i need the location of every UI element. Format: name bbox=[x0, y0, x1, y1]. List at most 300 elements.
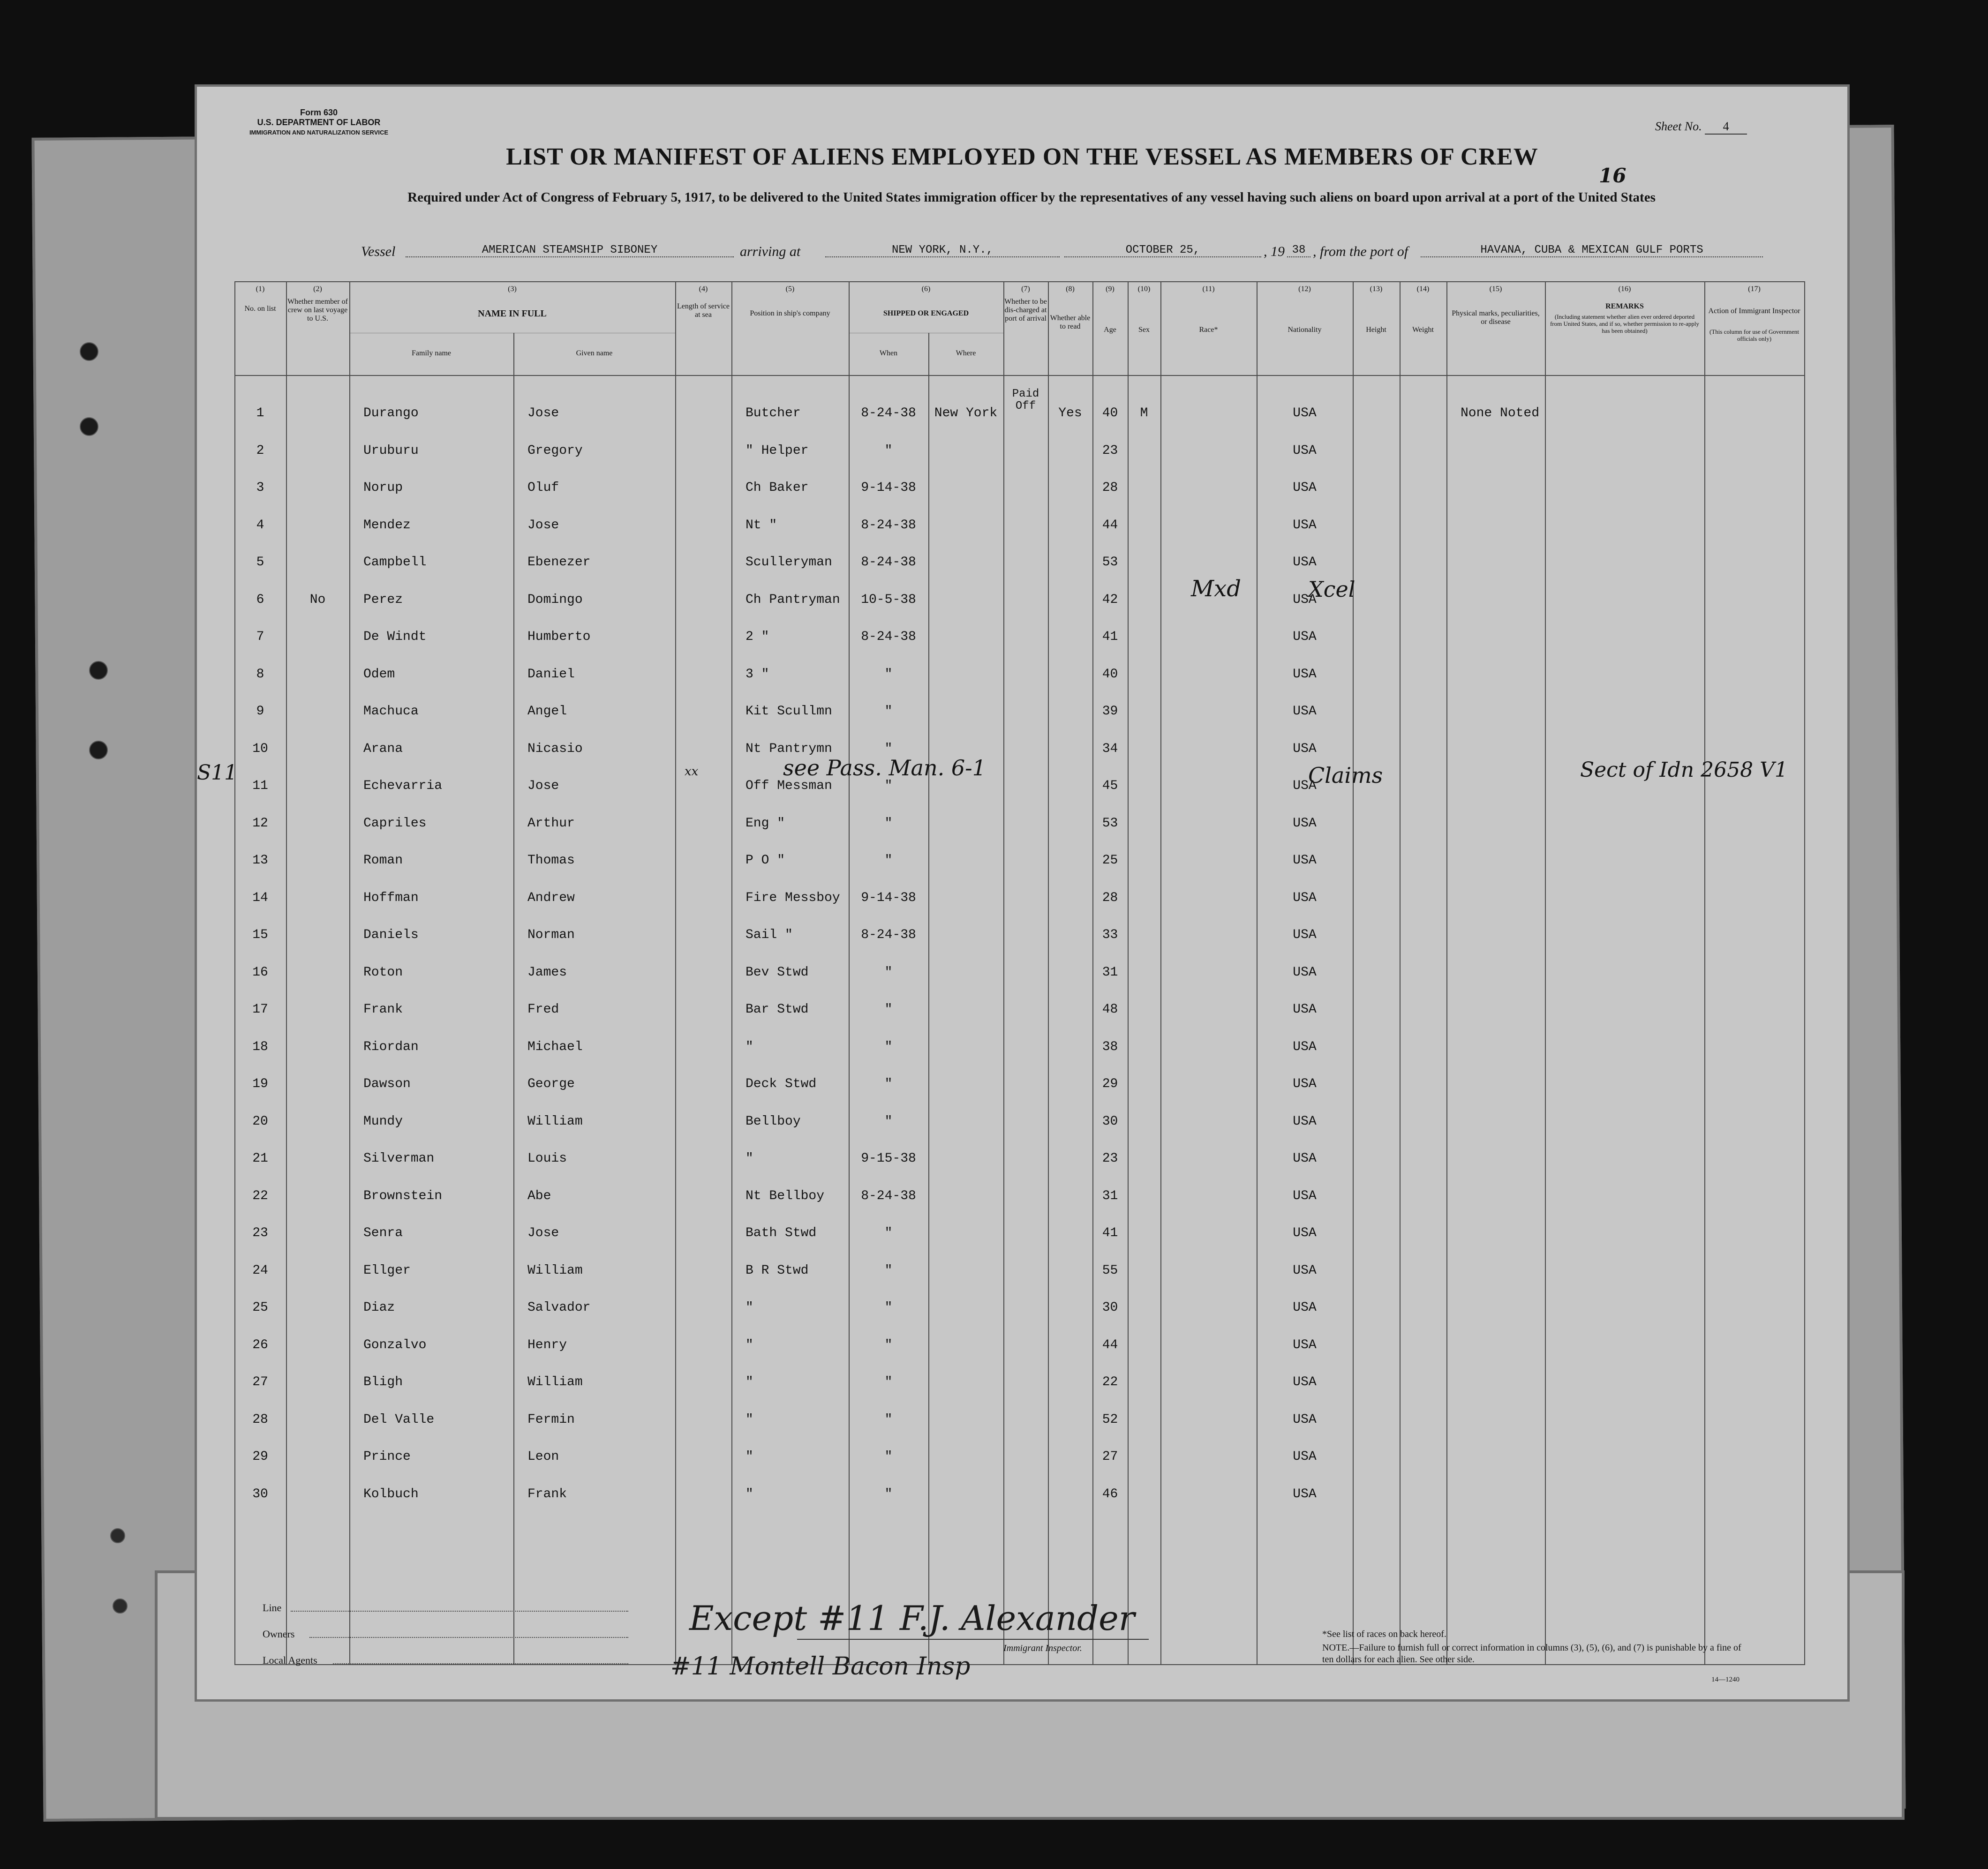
cell-given: Norman bbox=[527, 928, 575, 942]
cell-nationality: USA bbox=[1293, 592, 1317, 607]
cell-nationality: USA bbox=[1293, 1039, 1317, 1054]
cell-position: " bbox=[746, 1449, 753, 1464]
cell-no: 29 bbox=[252, 1449, 268, 1464]
cell-age: 31 bbox=[1102, 1188, 1118, 1203]
handwritten-position-note: see Pass. Man. 6-1 bbox=[783, 755, 986, 781]
cell-where: New York bbox=[934, 406, 998, 420]
cell-family: Mundy bbox=[363, 1114, 403, 1129]
cell-family: Norup bbox=[363, 480, 403, 495]
vessel-label: Vessel bbox=[361, 244, 396, 259]
cell-position: B R Stwd bbox=[746, 1263, 809, 1278]
col-num: (12) bbox=[1298, 285, 1311, 293]
cell-when: " bbox=[884, 1002, 893, 1017]
vessel-name: AMERICAN STEAMSHIP SIBONEY bbox=[406, 244, 734, 257]
cell-position: Ch Baker bbox=[746, 480, 809, 495]
line-field bbox=[291, 1610, 628, 1612]
penalty-note: NOTE.—Failure to furnish full or correct information in columns (3), (5), (6), and (7) is punishable by a fine of ten dollars for each alien. See other side. bbox=[1322, 1643, 1741, 1665]
cell-when: " bbox=[884, 779, 893, 793]
inspector-signature: Except #11 F.J. Alexander bbox=[689, 1599, 1135, 1638]
header-shipped: SHIPPED OR ENGAGED bbox=[883, 309, 969, 317]
cell-nationality: USA bbox=[1293, 1337, 1317, 1352]
cell-when: " bbox=[884, 1412, 893, 1427]
cell-family: Uruburu bbox=[363, 443, 419, 458]
page-title: LIST OR MANIFEST OF ALIENS EMPLOYED ON THE VESSEL AS MEMBERS OF CREW bbox=[506, 143, 1538, 170]
cell-position: Nt Pantrymn bbox=[746, 741, 832, 756]
col-num: (1) bbox=[256, 285, 265, 293]
cell-age: 53 bbox=[1102, 816, 1118, 831]
cell-when: " bbox=[884, 704, 893, 719]
table-row bbox=[234, 1363, 1805, 1400]
table-row bbox=[234, 617, 1805, 654]
cell-age: 23 bbox=[1102, 1151, 1118, 1166]
cell-given: Oluf bbox=[527, 480, 559, 495]
binder-hole bbox=[110, 1528, 125, 1543]
cell-nationality: USA bbox=[1293, 630, 1317, 644]
cell-when: " bbox=[884, 443, 893, 458]
cell-age: 53 bbox=[1102, 555, 1118, 570]
cell-no: 3 bbox=[256, 480, 264, 495]
cell-no: 2 bbox=[256, 443, 264, 458]
handwritten-nat-note: Xcel bbox=[1308, 576, 1355, 602]
cell-no: 5 bbox=[256, 555, 264, 570]
cell-age: 40 bbox=[1102, 406, 1118, 420]
cell-family: Del Valle bbox=[363, 1412, 435, 1427]
col-num: (5) bbox=[785, 285, 795, 293]
cell-read: Yes bbox=[1058, 406, 1082, 420]
arrival-port: NEW YORK, N.Y., bbox=[825, 244, 1060, 257]
cell-when: 9-14-38 bbox=[861, 480, 916, 495]
cell-family: Roton bbox=[363, 965, 403, 980]
cell-family: De Windt bbox=[363, 630, 427, 644]
cell-when: 8-24-38 bbox=[861, 406, 916, 420]
cell-family: Mendez bbox=[363, 518, 411, 533]
cell-family: Diaz bbox=[363, 1300, 395, 1315]
cell-given: Henry bbox=[527, 1337, 567, 1352]
header-bottom-rule bbox=[234, 375, 1805, 376]
races-note: *See list of races on back hereof. bbox=[1322, 1629, 1446, 1639]
cell-age: 27 bbox=[1102, 1449, 1118, 1464]
year-prefix: , 19 bbox=[1264, 244, 1285, 259]
crew-table bbox=[197, 281, 1805, 1664]
cell-position: Fire Messboy bbox=[746, 890, 840, 905]
header-nationality: Nationality bbox=[1288, 326, 1322, 334]
cell-given: James bbox=[527, 965, 567, 980]
cell-no: 8 bbox=[256, 667, 264, 682]
subtitle: Required under Act of Congress of February 5, 1917, to be delivered to the United States immigration officer by the representatives of any vessel having such aliens on board upon arrival at a port of the United States bbox=[407, 190, 1656, 205]
cell-when: " bbox=[884, 1337, 893, 1352]
cell-when: " bbox=[884, 667, 893, 682]
cell-family: Riordan bbox=[363, 1039, 419, 1054]
header-position: Position in ship's company bbox=[750, 309, 830, 317]
cell-no: 1 bbox=[256, 406, 264, 420]
second-signature: #11 Montell Bacon Insp bbox=[670, 1652, 971, 1681]
form-number: Form 630 bbox=[300, 108, 338, 117]
cell-nationality: USA bbox=[1293, 1449, 1317, 1464]
cell-given: Frank bbox=[527, 1486, 567, 1501]
cell-position: " bbox=[746, 1486, 753, 1501]
cell-family: Dawson bbox=[363, 1077, 411, 1091]
cell-nationality: USA bbox=[1293, 928, 1317, 942]
table-row bbox=[234, 1288, 1805, 1325]
header-remarks: REMARKS bbox=[1605, 302, 1644, 310]
cell-family: Durango bbox=[363, 406, 419, 420]
table-row bbox=[234, 543, 1805, 580]
cell-given: Daniel bbox=[527, 667, 575, 682]
manifest-sheet bbox=[197, 87, 1847, 1699]
cell-member: No bbox=[309, 592, 326, 607]
cell-discharged: Paid Off bbox=[1012, 388, 1039, 413]
cell-age: 44 bbox=[1102, 518, 1118, 533]
handwritten-race-note: Mxd bbox=[1191, 575, 1241, 602]
cell-when: 8-24-38 bbox=[861, 555, 916, 570]
cell-nationality: USA bbox=[1293, 1226, 1317, 1240]
cell-no: 20 bbox=[252, 1114, 268, 1129]
handwritten-page-number: 16 bbox=[1599, 164, 1627, 187]
sheet-label: Sheet No. bbox=[1655, 120, 1702, 133]
arrival-year: 38 bbox=[1287, 244, 1310, 257]
cell-family: Bligh bbox=[363, 1375, 403, 1389]
cell-no: 30 bbox=[252, 1486, 268, 1501]
cell-nationality: USA bbox=[1293, 965, 1317, 980]
col-num: (9) bbox=[1106, 285, 1114, 293]
cell-age: 44 bbox=[1102, 1337, 1118, 1352]
cell-given: George bbox=[527, 1077, 575, 1091]
table-top-rule bbox=[234, 281, 1805, 282]
cell-position: " bbox=[746, 1039, 753, 1054]
table-row bbox=[234, 1028, 1805, 1065]
cell-position: Eng " bbox=[746, 816, 785, 831]
col-num: (16) bbox=[1618, 285, 1631, 293]
col-num: (13) bbox=[1370, 285, 1383, 293]
cell-age: 40 bbox=[1102, 667, 1118, 682]
cell-position: " bbox=[746, 1375, 753, 1389]
cell-age: 22 bbox=[1102, 1375, 1118, 1389]
cell-position: Kit Scullmn bbox=[746, 704, 832, 719]
cell-when: 9-15-38 bbox=[861, 1151, 916, 1166]
cell-when: " bbox=[884, 1263, 893, 1278]
cell-family: Capriles bbox=[363, 816, 427, 831]
cell-given: Domingo bbox=[527, 592, 583, 607]
cell-nationality: USA bbox=[1293, 1114, 1317, 1129]
table-row bbox=[234, 841, 1805, 878]
cell-no: 27 bbox=[252, 1375, 268, 1389]
table-row bbox=[234, 1065, 1805, 1102]
department: U.S. DEPARTMENT OF LABOR bbox=[257, 118, 381, 127]
col-num: (17) bbox=[1748, 285, 1761, 293]
cell-nationality: USA bbox=[1293, 779, 1317, 793]
cell-given: Ebenezer bbox=[527, 555, 591, 570]
inspector-label: Immigrant Inspector. bbox=[1003, 1643, 1082, 1653]
cell-no: 26 bbox=[252, 1337, 268, 1352]
cell-given: Fermin bbox=[527, 1412, 575, 1427]
header-action-sub: (This column for use of Government officials only) bbox=[1709, 328, 1799, 342]
table-row bbox=[234, 1475, 1805, 1512]
col-num: (4) bbox=[699, 285, 708, 293]
cell-position: 3 " bbox=[746, 667, 769, 682]
cell-no: 17 bbox=[252, 1002, 268, 1017]
agents-field bbox=[333, 1663, 628, 1664]
cell-given: Gregory bbox=[527, 443, 583, 458]
cell-no: 16 bbox=[252, 965, 268, 980]
cell-position: Nt Bellboy bbox=[746, 1188, 825, 1203]
table-row bbox=[234, 1400, 1805, 1437]
cell-age: 46 bbox=[1102, 1486, 1118, 1501]
table-row bbox=[234, 990, 1805, 1027]
table-row bbox=[234, 655, 1805, 692]
table-row bbox=[234, 431, 1805, 468]
table-row bbox=[234, 1326, 1805, 1363]
cell-no: 24 bbox=[252, 1263, 268, 1278]
cell-no: 10 bbox=[252, 741, 268, 756]
cell-when: " bbox=[884, 1300, 893, 1315]
cell-given: Arthur bbox=[527, 816, 575, 831]
cell-given: Fred bbox=[527, 1002, 559, 1017]
table-row bbox=[234, 878, 1805, 916]
cell-age: 39 bbox=[1102, 704, 1118, 719]
cell-given: Jose bbox=[527, 406, 559, 420]
handwritten-nat-note: Claims bbox=[1308, 763, 1383, 788]
cell-nationality: USA bbox=[1293, 704, 1317, 719]
header-length-service: Length of service at sea bbox=[677, 302, 730, 319]
cell-position: " Helper bbox=[746, 443, 809, 458]
cell-given: Abe bbox=[527, 1188, 551, 1203]
cell-family: Hoffman bbox=[363, 890, 419, 905]
cell-family: Frank bbox=[363, 1002, 403, 1017]
cell-age: 28 bbox=[1102, 890, 1118, 905]
cell-when: " bbox=[884, 1114, 893, 1129]
cell-given: Louis bbox=[527, 1151, 567, 1166]
cell-age: 30 bbox=[1102, 1300, 1118, 1315]
header-physical: Physical marks, peculiarities, or disease bbox=[1452, 309, 1540, 326]
binder-hole bbox=[80, 342, 98, 361]
cell-nationality: USA bbox=[1293, 741, 1317, 756]
table-row bbox=[234, 506, 1805, 543]
header-sex: Sex bbox=[1138, 326, 1150, 334]
cell-family: Kolbuch bbox=[363, 1486, 419, 1501]
from-port: HAVANA, CUBA & MEXICAN GULF PORTS bbox=[1421, 244, 1763, 257]
cell-when: 8-24-38 bbox=[861, 928, 916, 942]
cell-given: Thomas bbox=[527, 853, 575, 868]
cell-nationality: USA bbox=[1293, 853, 1317, 868]
cell-family: Odem bbox=[363, 667, 395, 682]
cell-nationality: USA bbox=[1293, 1077, 1317, 1091]
table-row bbox=[234, 729, 1805, 766]
cell-no: 13 bbox=[252, 853, 268, 868]
header-given-name: Given name bbox=[576, 349, 613, 357]
col-num: (10) bbox=[1137, 285, 1151, 293]
cell-given: Jose bbox=[527, 1226, 559, 1240]
cell-age: 42 bbox=[1102, 592, 1118, 607]
cell-age: 55 bbox=[1102, 1263, 1118, 1278]
cell-position: Bellboy bbox=[746, 1114, 801, 1129]
cell-no: 9 bbox=[256, 704, 264, 719]
cell-age: 33 bbox=[1102, 928, 1118, 942]
cell-age: 41 bbox=[1102, 1226, 1118, 1240]
cell-when: " bbox=[884, 1375, 893, 1389]
cell-position: " bbox=[746, 1300, 753, 1315]
cell-position: P O " bbox=[746, 853, 785, 868]
header-whether-member: Whether member of crew on last voyage to U.S. bbox=[287, 298, 348, 323]
cell-nationality: USA bbox=[1293, 890, 1317, 905]
table-row bbox=[234, 804, 1805, 841]
table-row bbox=[234, 1251, 1805, 1288]
table-row bbox=[234, 916, 1805, 953]
binder-hole bbox=[113, 1599, 128, 1614]
cell-nationality: USA bbox=[1293, 1375, 1317, 1389]
cell-position: Bev Stwd bbox=[746, 965, 809, 980]
cell-when: 8-24-38 bbox=[861, 518, 916, 533]
cell-family: Roman bbox=[363, 853, 403, 868]
cell-position: Bar Stwd bbox=[746, 1002, 809, 1017]
header-weight: Weight bbox=[1412, 326, 1434, 334]
header-able-read: Whether able to read bbox=[1050, 314, 1091, 330]
cell-family: Perez bbox=[363, 592, 403, 607]
col-num: (7) bbox=[1021, 285, 1030, 293]
header-race: Race* bbox=[1199, 326, 1218, 334]
cell-age: 48 bbox=[1102, 1002, 1118, 1017]
binder-hole bbox=[89, 741, 108, 759]
arriving-label: arriving at bbox=[740, 244, 801, 259]
cell-no: 7 bbox=[256, 630, 264, 644]
cell-no: 11 bbox=[252, 779, 268, 793]
table-row bbox=[234, 692, 1805, 729]
cell-family: Gonzalvo bbox=[363, 1337, 427, 1352]
cell-when: " bbox=[884, 1077, 893, 1091]
cell-position: Off Messman bbox=[746, 779, 832, 793]
form-header bbox=[241, 108, 396, 137]
col-num: (14) bbox=[1416, 285, 1430, 293]
cell-position: Deck Stwd bbox=[746, 1077, 817, 1091]
cell-no: 6 bbox=[256, 592, 264, 607]
cell-no: 14 bbox=[252, 890, 268, 905]
cell-when: 8-24-38 bbox=[861, 1188, 916, 1203]
cell-when: " bbox=[884, 853, 893, 868]
header-name-in-full: NAME IN FULL bbox=[478, 308, 547, 319]
header-no-on-list: No. on list bbox=[244, 305, 276, 313]
cell-no: 23 bbox=[252, 1226, 268, 1240]
table-row bbox=[234, 575, 1805, 617]
cell-when: " bbox=[884, 965, 893, 980]
cell-age: 29 bbox=[1102, 1077, 1118, 1091]
handwritten-remarks-note: Sect of Idn 2658 V1 bbox=[1580, 758, 1788, 782]
header-remarks-sub: (Including statement whether alien ever ordered deported from United States, and if so, whether permission to re-apply has been obtained) bbox=[1550, 313, 1700, 334]
cell-nationality: USA bbox=[1293, 1412, 1317, 1427]
cell-given: Leon bbox=[527, 1449, 559, 1464]
col-num: (3) bbox=[508, 285, 517, 293]
cell-nationality: USA bbox=[1293, 1263, 1317, 1278]
cell-given: Jose bbox=[527, 779, 559, 793]
header-family-name: Family name bbox=[412, 349, 451, 357]
cell-position: Butcher bbox=[746, 406, 801, 420]
cell-nationality: USA bbox=[1293, 480, 1317, 495]
cell-age: 28 bbox=[1102, 480, 1118, 495]
cell-position: " bbox=[746, 1337, 753, 1352]
agents-label: Local Agents bbox=[263, 1654, 317, 1666]
cell-no: 12 bbox=[252, 816, 268, 831]
cell-given: Humberto bbox=[527, 630, 591, 644]
cell-family: Daniels bbox=[363, 928, 419, 942]
cell-given: William bbox=[527, 1114, 583, 1129]
cell-no: 18 bbox=[252, 1039, 268, 1054]
cell-family: Senra bbox=[363, 1226, 403, 1240]
table-row bbox=[197, 755, 1805, 803]
cell-age: 31 bbox=[1102, 965, 1118, 980]
vessel-line bbox=[361, 244, 1861, 267]
cell-nationality: USA bbox=[1293, 518, 1317, 533]
cell-no: 22 bbox=[252, 1188, 268, 1203]
signature-line bbox=[797, 1638, 1149, 1640]
cell-nationality: USA bbox=[1293, 1300, 1317, 1315]
cell-family: Prince bbox=[363, 1449, 411, 1464]
header-when: When bbox=[879, 349, 898, 357]
table-row bbox=[234, 468, 1805, 505]
cell-position: Sail " bbox=[746, 928, 793, 942]
cell-family: Silverman bbox=[363, 1151, 435, 1166]
sheet-value: 4 bbox=[1705, 120, 1747, 135]
form-code: 14—1240 bbox=[1711, 1676, 1740, 1683]
cell-age: 52 bbox=[1102, 1412, 1118, 1427]
cell-position: Nt " bbox=[746, 518, 777, 533]
table-row bbox=[234, 1177, 1805, 1214]
header-height: Height bbox=[1366, 326, 1386, 334]
cell-when: " bbox=[884, 741, 893, 756]
col-num: (6) bbox=[921, 285, 931, 293]
owners-label: Owners bbox=[263, 1628, 295, 1640]
cell-age: 38 bbox=[1102, 1039, 1118, 1054]
cell-nationality: USA bbox=[1293, 1188, 1317, 1203]
cell-family: Campbell bbox=[363, 555, 427, 570]
cell-no: 25 bbox=[252, 1300, 268, 1315]
cell-family: Echevarria bbox=[363, 779, 443, 793]
table-row bbox=[234, 1139, 1805, 1176]
from-label: , from the port of bbox=[1313, 244, 1408, 259]
cell-no: 28 bbox=[252, 1412, 268, 1427]
cell-when: " bbox=[884, 1226, 893, 1240]
col-num: (11) bbox=[1202, 285, 1215, 293]
cell-family: Arana bbox=[363, 741, 403, 756]
header-discharged: Whether to be dis-charged at port of arrival bbox=[1004, 298, 1047, 323]
cell-age: 30 bbox=[1102, 1114, 1118, 1129]
cell-nationality: USA bbox=[1293, 1002, 1317, 1017]
cell-given: Jose bbox=[527, 518, 559, 533]
cell-when: " bbox=[884, 816, 893, 831]
cell-no: 4 bbox=[256, 518, 264, 533]
cell-position: Sculleryman bbox=[746, 555, 832, 570]
cell-given: Salvador bbox=[527, 1300, 591, 1315]
cell-sex: M bbox=[1140, 406, 1148, 420]
cell-position: 2 " bbox=[746, 630, 769, 644]
cell-when: 10-5-38 bbox=[861, 592, 916, 607]
cell-given: Michael bbox=[527, 1039, 583, 1054]
table-row bbox=[234, 1102, 1805, 1139]
cell-position: Ch Pantryman bbox=[746, 592, 840, 607]
cell-when: " bbox=[884, 1039, 893, 1054]
line-label: Line bbox=[263, 1602, 282, 1614]
binder-hole bbox=[80, 417, 98, 436]
col-num: (2) bbox=[313, 285, 322, 293]
table-row bbox=[234, 1214, 1805, 1251]
cell-nationality: USA bbox=[1293, 1151, 1317, 1166]
cell-no: 15 bbox=[252, 928, 268, 942]
cell-family: Brownstein bbox=[363, 1188, 443, 1203]
cell-nationality: USA bbox=[1293, 667, 1317, 682]
cell-family: Ellger bbox=[363, 1263, 411, 1278]
cell-nationality: USA bbox=[1293, 555, 1317, 570]
binder-hole bbox=[89, 661, 108, 680]
header-action: Action of Immigrant Inspector bbox=[1708, 307, 1800, 315]
cell-given: Andrew bbox=[527, 890, 575, 905]
cell-age: 45 bbox=[1102, 779, 1118, 793]
